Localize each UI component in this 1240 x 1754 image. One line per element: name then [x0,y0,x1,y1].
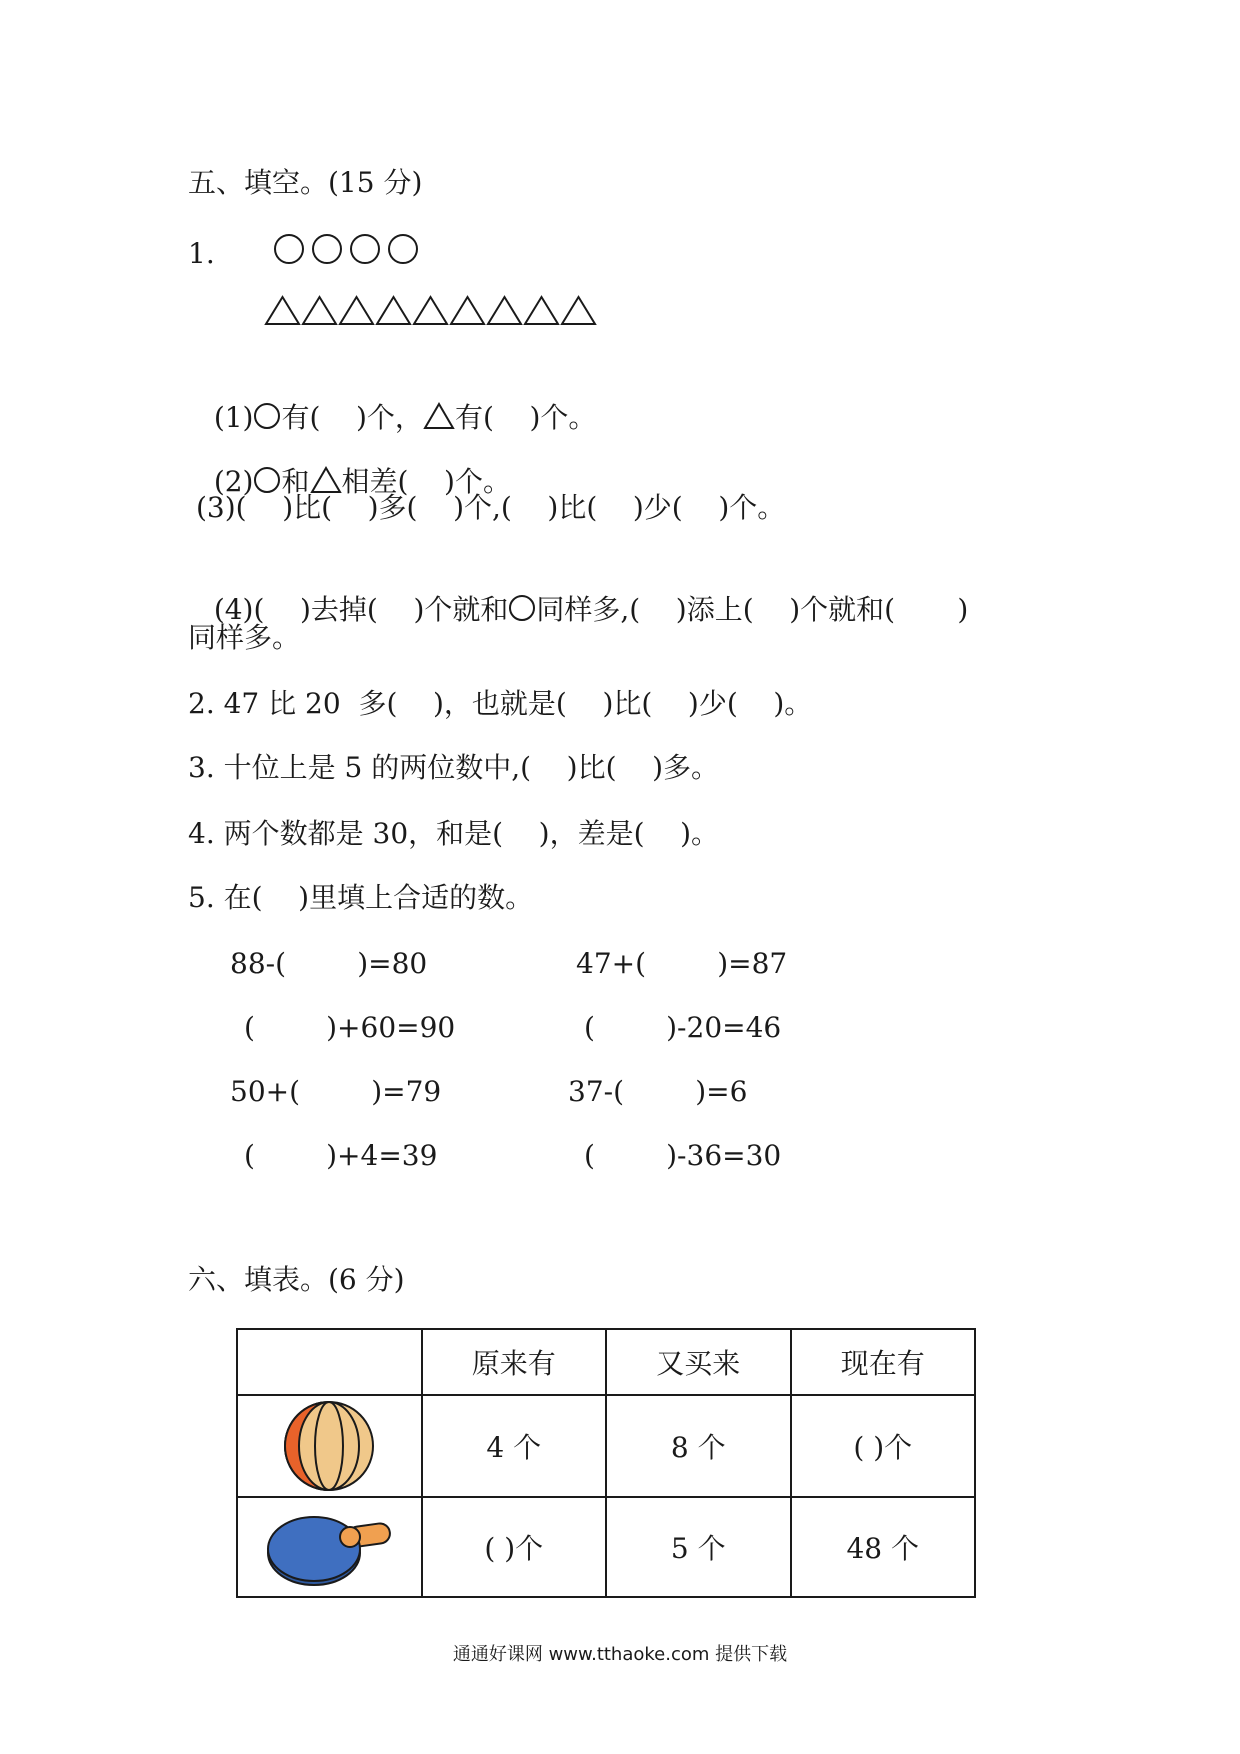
table-row [237,1395,975,1497]
table-icon-cell [237,1395,422,1497]
q1-4-part2: 同样多,( )添上( )个就和( ) [536,593,969,626]
q1-4-part1: (4)( )去掉( )个就和 [213,593,509,626]
question-3: 3. 十位上是 5 的两位数中,( )比( )多。 [188,751,720,784]
section-6-title: 六、填表。(6 分) [188,1263,405,1296]
equation-1-left: 88-( )=80 [230,947,428,980]
table-cell: 5 个 [606,1497,791,1597]
table-header-cell [237,1329,422,1395]
equation-3-right: 37-( )=6 [568,1075,748,1108]
circle-icon [508,594,536,622]
triangle-row [264,294,597,326]
q1-2-mid: 和 [281,465,310,498]
triangle-shape [486,294,523,326]
question-1-label: 1. [188,237,215,270]
table-cell: ( )个 [422,1497,607,1597]
question-1-4 [196,556,968,628]
equation-3-left: 50+( )=79 [230,1075,442,1108]
triangle-shape [449,294,486,326]
q1-1-mid: 有( )个， [281,401,423,434]
question-1-1 [196,364,596,436]
equation-4-right: ( )-36=30 [584,1139,782,1172]
table-icon-cell [237,1497,422,1597]
question-4: 4. 两个数都是 30，和是( )，差是( )。 [188,817,720,850]
q1-2-prefix: (2) [213,465,254,498]
q1-1-end: 有( )个。 [454,401,597,434]
equation-2-right: ( )-20=46 [584,1011,782,1044]
triangle-shape [375,294,412,326]
triangle-shape [412,294,449,326]
circle-row [270,232,422,266]
table-header-cell: 又买来 [606,1329,791,1395]
fill-table [236,1328,976,1598]
circle-shape [270,232,308,266]
table-header-row [237,1329,975,1395]
table-cell: ( )个 [791,1395,976,1497]
triangle-shape [301,294,338,326]
triangle-icon [423,402,455,430]
question-1-4-continued: 同样多。 [188,621,301,654]
triangle-shape [523,294,560,326]
circle-shape [308,232,346,266]
equation-4-left: ( )+4=39 [244,1139,438,1172]
table-header-cell: 原来有 [422,1329,607,1395]
triangle-shape [560,294,597,326]
table-cell: 4 个 [422,1395,607,1497]
table-row [237,1497,975,1597]
circle-shape [384,232,422,266]
table-header-cell: 现在有 [791,1329,976,1395]
question-1-3: (3)( )比( )多( )个,( )比( )少( )个。 [196,491,786,524]
ball-icon [279,1396,379,1496]
q1-2-end: 相差( )个。 [341,465,511,498]
triangle-shape [264,294,301,326]
question-2: 2. 47 比 20 多( )，也就是( )比( )少( )。 [188,687,813,720]
table-cell: 8 个 [606,1395,791,1497]
equation-1-right: 47+( )=87 [576,947,788,980]
table-cell: 48 个 [791,1497,976,1597]
question-5: 5. 在( )里填上合适的数。 [188,881,534,914]
page-footer: 通通好课网 www.tthaoke.com 提供下载 [452,1644,788,1665]
circle-icon [253,402,281,430]
triangle-shape [338,294,375,326]
section-5-title: 五、填空。(15 分) [188,166,423,199]
equation-2-left: ( )+60=90 [244,1011,456,1044]
circle-shape [346,232,384,266]
ping-pong-paddle-icon [264,1505,394,1589]
q1-1-prefix: (1) [213,401,254,434]
